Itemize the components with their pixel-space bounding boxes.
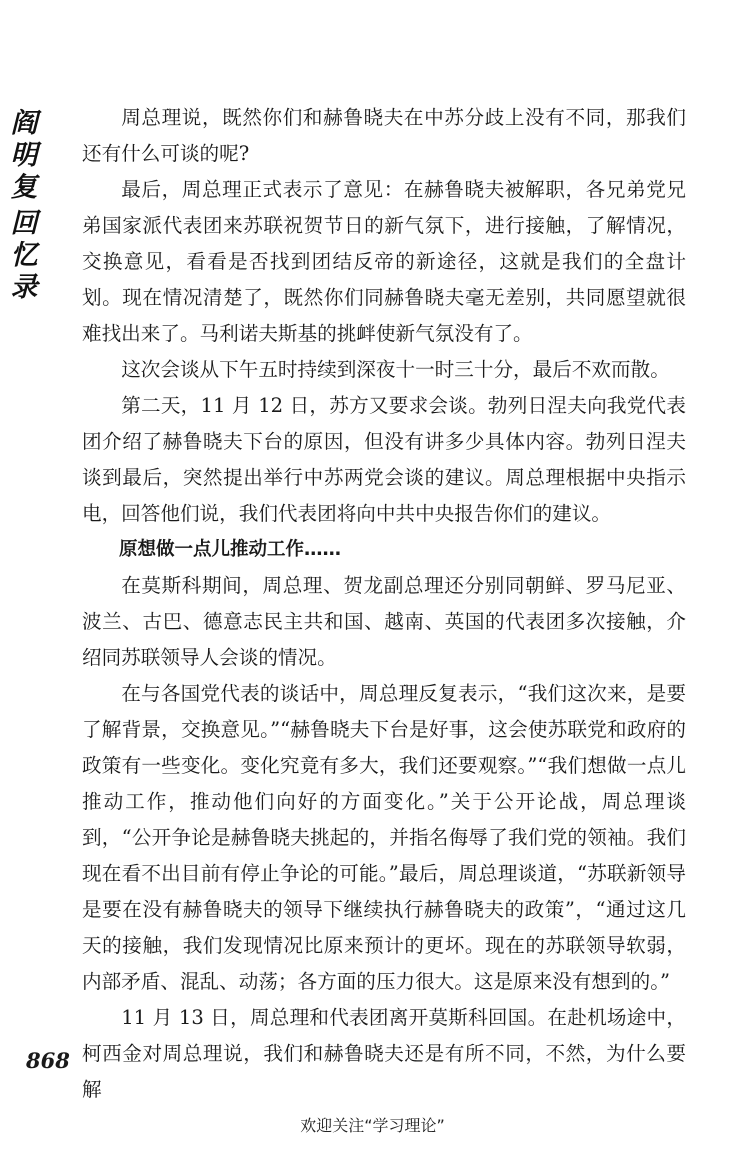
paragraph: 最后，周总理正式表示了意见：在赫鲁晓夫被解职，各兄弟党兄弟国家派代表团来苏联祝贺节日的新气氛下，进行接触，了解情况，交换意见，看看是否找到团结反帝的新途径，这就是我们的全盘计划。现在情况清楚了，既然你们同赫鲁晓夫毫无差别，共同愿望就很难找出来了。马利诺夫斯基的挑衅使新气氛没有了。 [82, 178, 686, 345]
book-title-char: 录 [10, 272, 38, 303]
book-title-char: 明 [10, 140, 38, 171]
paragraph: 11 月 13 日，周总理和代表团离开莫斯科回国。在赴机场途中，柯西金对周总理说，我们和赫鲁晓夫还是有所不同，不然，为什么要解 [82, 1006, 686, 1101]
paragraph: 第二天，11 月 12 日，苏方又要求会谈。勃列日涅夫向我党代表团介绍了赫鲁晓夫下台的原因，但没有讲多少具体内容。勃列日涅夫谈到最后，突然提出举行中苏两党会谈的建议。周总理根据中央指示电，回答他们说，我们代表团将向中共中央报告你们的建议。 [82, 394, 686, 525]
book-title-char: 回 [10, 208, 38, 239]
paragraph: 周总理说，既然你们和赫鲁晓夫在中苏分歧上没有不同，那我们还有什么可谈的呢? [82, 106, 686, 165]
paragraph: 在莫斯科期间，周总理、贺龙副总理还分别同朝鲜、罗马尼亚、波兰、古巴、德意志民主共和国、越南、英国的代表团多次接触，介绍同苏联领导人会谈的情况。 [82, 574, 686, 669]
section-heading: 原想做一点儿推动工作…… [119, 539, 342, 560]
page-body [82, 100, 686, 1108]
book-title-char: 忆 [10, 240, 38, 271]
book-title-char: 复 [10, 172, 38, 203]
footer-note: 欢迎关注“学习理论” [300, 1116, 445, 1135]
book-title-char: 阎 [10, 108, 38, 139]
book-title-vertical [6, 108, 42, 304]
paragraph: 这次会谈从下午五时持续到深夜十一时三十分，最后不欢而散。 [121, 358, 670, 381]
page-number: 868 [26, 1048, 70, 1073]
paragraph: 在与各国党代表的谈话中，周总理反复表示，“我们这次来，是要了解背景，交换意见。”“赫鲁晓夫下台是好事，这会使苏联党和政府的政策有一些变化。变化究竟有多大，我们还要观察。”“我们想做一点儿推动工作，推动他们向好的方面变化。”关于公开论战，周总理谈到，“公开争论是赫鲁晓夫挑起的，并指名侮辱了我们党的领袖。我们现在看不出目前有停止争论的可能。”最后，周总理谈道，“苏联新领导是要在没有赫鲁晓夫的领导下继续执行赫鲁晓夫的政策”，“通过这几天的接触，我们发现情况比原来预计的更坏。现在的苏联领导软弱，内部矛盾、混乱、动荡；各方面的压力很大。这是原来没有想到的。” [82, 682, 686, 993]
